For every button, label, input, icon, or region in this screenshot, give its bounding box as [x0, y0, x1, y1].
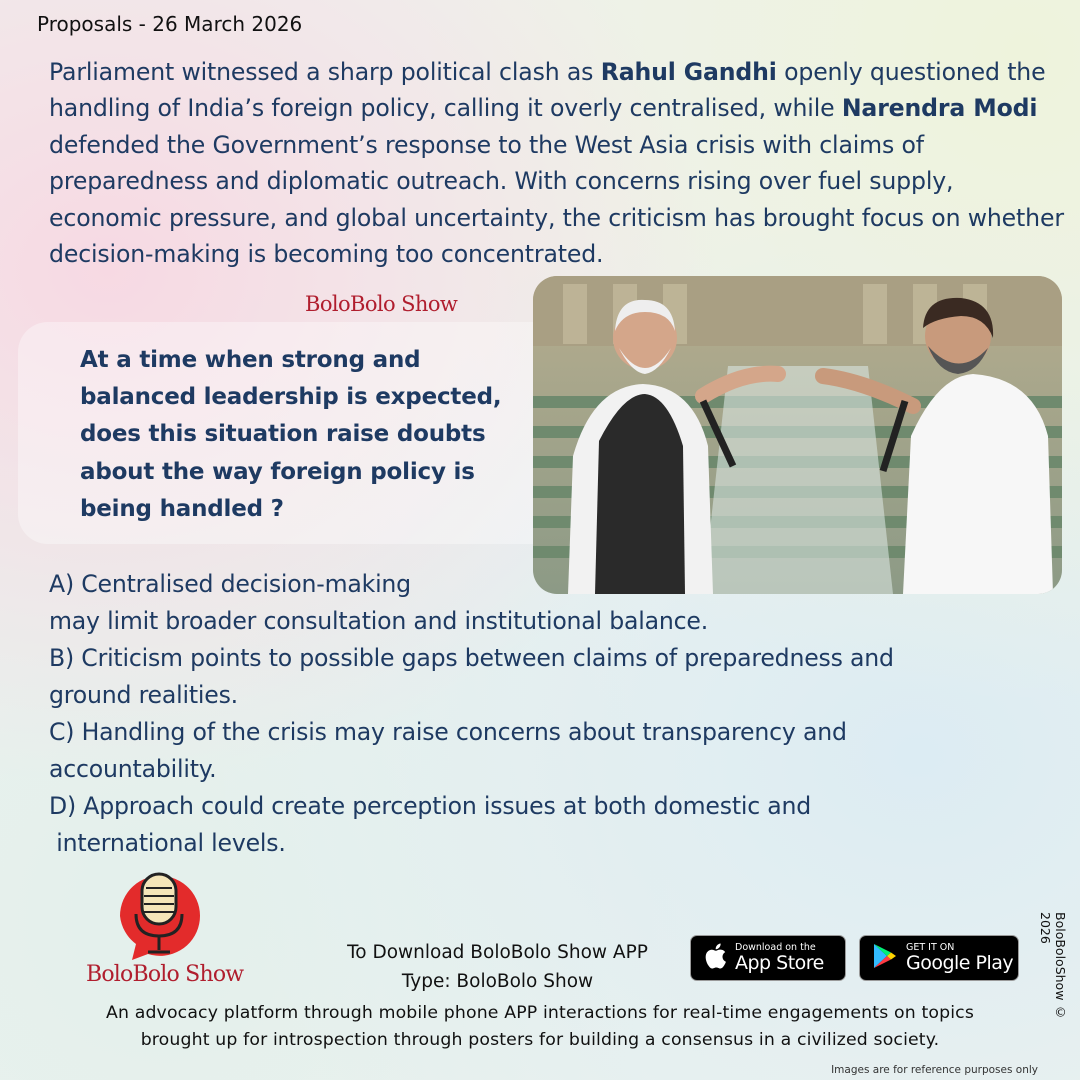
option-b-cont: ground realities. — [49, 681, 238, 709]
option-b — [49, 640, 1049, 677]
tagline — [20, 1000, 1060, 1054]
answer-options — [49, 566, 1049, 862]
apple-icon — [703, 942, 727, 974]
copyright: BoloBoloShow © 2026 — [1038, 912, 1068, 1020]
option-label: B) — [49, 644, 82, 672]
brand-wordmark-small: BoloBolo Show — [305, 292, 458, 316]
download-line: To Download BoloBolo Show APP — [347, 942, 648, 963]
intro-name-2: Narendra Modi — [841, 94, 1038, 123]
option-a-cont: may limit broader consultation and institutional balance. — [49, 607, 709, 635]
option-c-cont: accountability. — [49, 755, 217, 783]
option-text: Approach could create perception issues at both domestic and — [83, 792, 812, 820]
google-play-icon — [872, 942, 898, 974]
question-line: balanced leadership is expected, — [80, 384, 502, 411]
option-c — [49, 714, 1049, 751]
option-d — [49, 788, 1049, 825]
intro-name-1: Rahul Gandhi — [600, 58, 777, 86]
option-label: D) — [49, 792, 84, 820]
option-d-cont: international levels. — [49, 829, 286, 857]
intro-text-2: openly questioned the handling of India’s foreign policy, calling it overly centralised, while — [49, 58, 1046, 123]
google-play-button[interactable] — [859, 935, 1019, 981]
appstore-big-text: App Store — [735, 952, 824, 974]
gplay-small-text: GET IT ON — [906, 942, 955, 953]
question-line: about the way foreign policy is — [80, 458, 475, 485]
option-text: Handling of the crisis may raise concerns about transparency and — [81, 718, 847, 746]
question-line: being handled ? — [80, 495, 284, 522]
type-line: Type: BoloBolo Show — [401, 971, 594, 992]
date-line: Proposals - 26 March 2026 — [37, 12, 303, 36]
intro-paragraph — [49, 54, 1069, 272]
tagline-line: brought up for introspection through posters for building a consensus in a civilized society. — [140, 1030, 940, 1050]
option-text: Centralised decision-making — [81, 570, 411, 598]
option-label: A) — [49, 570, 82, 598]
parliament-clash-image — [533, 276, 1062, 594]
disclaimer: Images are for reference purposes only — [831, 1064, 1038, 1076]
microphone-logo-icon — [112, 868, 208, 964]
app-store-button[interactable] — [690, 935, 846, 981]
option-text: Criticism points to possible gaps between claims of preparedness and — [81, 644, 894, 672]
tagline-line: An advocacy platform through mobile phone APP interactions for real-time engagements on topics — [105, 1003, 974, 1023]
option-a — [49, 566, 1049, 603]
intro-text-3: defended the Government’s response to the West Asia crisis with claims of preparedness and diplomatic outreach. With concerns rising over fuel supply, economic pressure, and global uncertainty, the criticism has brought focus on whether decision-making is becoming too concentrated. — [49, 130, 1064, 269]
question-line: does this situation raise doubts — [80, 421, 486, 448]
question — [80, 342, 520, 528]
appstore-small-text: Download on the — [735, 942, 816, 953]
download-instructions — [300, 938, 695, 996]
option-label: C) — [49, 718, 82, 746]
intro-text-1: Parliament witnessed a sharp political clash as — [49, 58, 601, 86]
gplay-big-text: Google Play — [906, 952, 1014, 974]
brand-wordmark: BoloBolo Show — [86, 962, 244, 987]
question-line: At a time when strong and — [80, 347, 421, 373]
